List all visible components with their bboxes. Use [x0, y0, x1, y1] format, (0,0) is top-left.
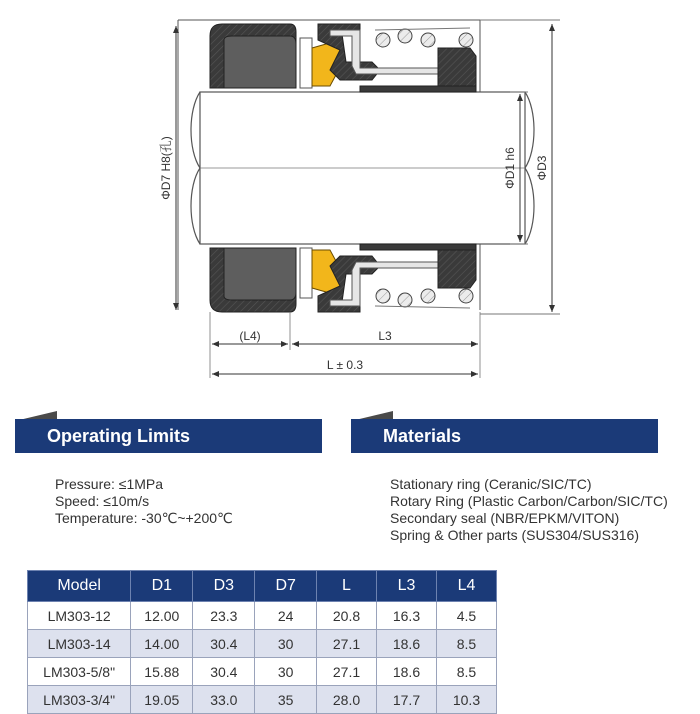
- cell-l4: 4.5: [436, 602, 496, 630]
- lower-stationary-ring: [224, 248, 296, 300]
- cell-d7: 24: [255, 602, 317, 630]
- cell-d3: 30.4: [193, 630, 255, 658]
- dimension-l: [212, 358, 478, 374]
- lower-face-ring: [300, 248, 312, 298]
- cell-l3: 18.6: [377, 658, 437, 686]
- cell-d3: 30.4: [193, 658, 255, 686]
- cell-d3: 33.0: [193, 686, 255, 714]
- cell-l3: 17.7: [377, 686, 437, 714]
- dimension-l4: [212, 329, 288, 344]
- cell-l4: 8.5: [436, 630, 496, 658]
- table-header-row: [28, 571, 497, 602]
- speed-limit: Speed: ≤10m/s: [55, 493, 150, 509]
- cell-l: 28.0: [317, 686, 377, 714]
- cell-l3: 16.3: [377, 602, 437, 630]
- material-secondary-seal: Secondary seal (NBR/EPKM/VITON): [390, 510, 620, 526]
- cell-model: LM303-5/8": [28, 658, 131, 686]
- dimension-d3-label: ΦD3: [535, 155, 549, 181]
- temperature-limit: Temperature: -30℃~+200℃: [55, 510, 233, 526]
- upper-half-seal: [210, 24, 476, 92]
- cell-l4: 8.5: [436, 658, 496, 686]
- cell-d1: 14.00: [131, 630, 193, 658]
- cell-l: 20.8: [317, 602, 377, 630]
- cell-l: 27.1: [317, 630, 377, 658]
- lower-drive-band: [438, 246, 476, 288]
- dimension-d7-label: ΦD7 H8(孔): [159, 136, 173, 200]
- cell-d7: 35: [255, 686, 317, 714]
- shaft: [191, 92, 534, 244]
- cell-model: LM303-12: [28, 602, 131, 630]
- cell-d1: 15.88: [131, 658, 193, 686]
- operating-limits-title: Operating Limits: [15, 419, 322, 453]
- pressure-limit: Pressure: ≤1MPa: [55, 476, 164, 492]
- header-d3: D3: [193, 571, 255, 602]
- cell-d3: 23.3: [193, 602, 255, 630]
- cell-model: LM303-14: [28, 630, 131, 658]
- dimension-l3: [292, 329, 478, 344]
- dimension-l3-label: L3: [378, 329, 392, 343]
- upper-face-ring: [300, 38, 312, 88]
- material-rotary-ring: Rotary Ring (Plastic Carbon/Carbon/SIC/TC): [390, 493, 668, 509]
- materials-list: [390, 476, 668, 544]
- cell-l4: 10.3: [436, 686, 496, 714]
- lower-spring-coils: [376, 289, 473, 307]
- cell-d1: 19.05: [131, 686, 193, 714]
- cell-d1: 12.00: [131, 602, 193, 630]
- table-row: [28, 658, 497, 686]
- materials-banner: [351, 411, 658, 445]
- table-row: [28, 686, 497, 714]
- lower-half-seal: [210, 244, 476, 312]
- cell-l3: 18.6: [377, 630, 437, 658]
- header-model: Model: [28, 571, 131, 602]
- dimension-l-label: L ± 0.3: [326, 358, 364, 372]
- dimension-d7: [158, 26, 176, 310]
- upper-stationary-ring: [224, 36, 296, 88]
- operating-limits-banner: [15, 411, 322, 445]
- dimension-table: [27, 570, 497, 714]
- header-d1: D1: [131, 571, 193, 602]
- table-row: [28, 602, 497, 630]
- header-l4: L4: [436, 571, 496, 602]
- upper-spring-coils: [376, 29, 473, 47]
- header-d7: D7: [255, 571, 317, 602]
- materials-title: Materials: [351, 419, 658, 453]
- dimension-d1-label: ΦD1 h6: [503, 147, 517, 189]
- cell-d7: 30: [255, 658, 317, 686]
- material-spring-parts: Spring & Other parts (SUS304/SUS316): [390, 527, 640, 543]
- cell-d7: 30: [255, 630, 317, 658]
- dimension-l4-label: (L4): [239, 329, 261, 343]
- cell-model: LM303-3/4": [28, 686, 131, 714]
- header-l3: L3: [377, 571, 437, 602]
- table-row: [28, 630, 497, 658]
- header-l: L: [317, 571, 377, 602]
- operating-limits-list: [55, 476, 233, 527]
- material-stationary-ring: Stationary ring (Ceranic/SIC/TC): [390, 476, 592, 492]
- upper-drive-band: [438, 48, 476, 90]
- cell-l: 27.1: [317, 658, 377, 686]
